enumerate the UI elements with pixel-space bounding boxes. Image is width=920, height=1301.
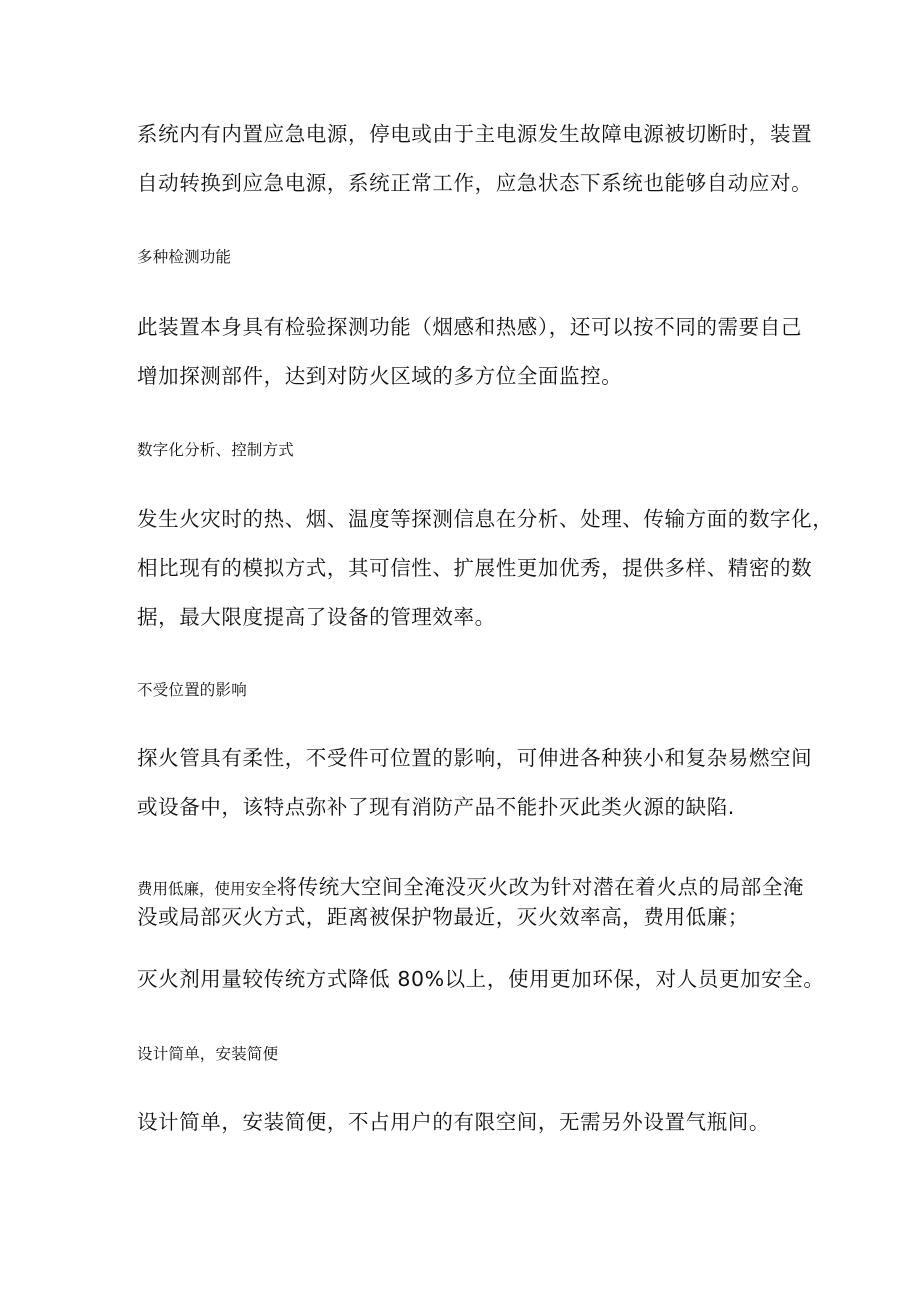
detection-heading: 多种检测功能 — [137, 248, 232, 266]
cost-heading-inline: 费用低廉，使用安全 — [137, 880, 277, 898]
cost-paragraph-line-1 — [137, 877, 804, 898]
cost-paragraph-line-3: 灭火剂用量较传统方式降低 80%以上，使用更加环保，对人员更加安全。 — [137, 967, 825, 991]
position-heading: 不受位置的影响 — [137, 681, 247, 699]
cost-paragraph-line-1-text: 将传统大空间全淹没灭火改为针对潜在着火点的局部全淹 — [276, 875, 805, 899]
digital-paragraph-line-2: 相比现有的模拟方式，其可信性、扩展性更加优秀，提供多样、精密的数 — [137, 556, 813, 580]
position-paragraph-line-2: 或设备中，该特点弥补了现有消防产品不能扑灭此类火源的缺陷. — [137, 795, 735, 819]
power-paragraph-line-2: 自动转换到应急电源，系统正常工作，应急状态下系统也能够自动应对。 — [137, 171, 813, 195]
digital-paragraph-line-3: 据，最大限度提高了设备的管理效率。 — [137, 605, 496, 629]
design-paragraph-line-1: 设计简单，安装简便，不占用户的有限空间，无需另外设置气瓶间。 — [137, 1110, 770, 1134]
detection-paragraph-line-1: 此装置本身具有检验探测功能（烟感和热感），还可以按不同的需要自己 — [137, 315, 802, 339]
position-paragraph-line-1: 探火管具有柔性，不受件可位置的影响，可伸进各种狭小和复杂易燃空间 — [137, 746, 813, 770]
digital-heading: 数字化分析、控制方式 — [137, 441, 295, 459]
cost-paragraph-line-2: 没或局部灭火方式，距离被保护物最近，灭火效率高，费用低廉； — [137, 905, 749, 929]
power-paragraph-line-1: 系统内有内置应急电源，停电或由于主电源发生故障电源被切断时，装置 — [137, 122, 813, 146]
detection-paragraph-line-2: 增加探测部件，达到对防火区域的多方位全面监控。 — [137, 364, 623, 388]
digital-paragraph-line-1: 发生火灾时的热、烟、温度等探测信息在分析、处理、传输方面的数字化， — [137, 507, 834, 531]
design-heading: 设计简单，安装简便 — [137, 1045, 279, 1063]
